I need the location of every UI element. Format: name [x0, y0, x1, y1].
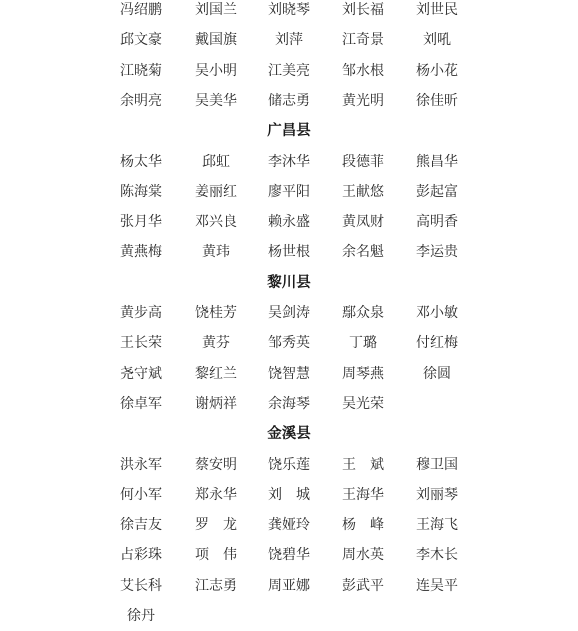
person-name: 周水英	[342, 547, 384, 564]
name-row	[0, 147, 578, 177]
person-name: 赖永盛	[268, 214, 310, 231]
person-name: 高明香	[416, 214, 458, 231]
person-name: 罗 龙	[195, 517, 237, 534]
person-name: 洪永军	[120, 456, 162, 473]
person-name: 付红梅	[416, 335, 458, 352]
person-name: 邱虹	[202, 153, 230, 170]
person-name: 徐卓军	[120, 395, 162, 412]
person-name: 黄凤财	[342, 214, 384, 231]
name-row	[0, 540, 578, 570]
name-row	[0, 359, 578, 389]
person-name: 熊昌华	[416, 153, 458, 170]
person-name: 邱文豪	[120, 32, 162, 49]
name-row	[0, 389, 578, 419]
person-name: 储志勇	[268, 92, 310, 109]
county-heading: 金溪县	[267, 425, 311, 443]
county-heading: 广昌县	[267, 122, 311, 140]
person-name: 占彩珠	[120, 547, 162, 564]
person-name: 邓兴良	[195, 214, 237, 231]
person-name: 徐丹	[127, 608, 155, 624]
name-row	[0, 0, 578, 25]
person-name: 黄玮	[202, 244, 230, 261]
person-name: 杨世根	[268, 244, 310, 261]
person-name: 丁璐	[349, 335, 377, 352]
person-name: 吴小明	[195, 62, 237, 79]
person-name: 王献悠	[342, 183, 384, 200]
person-name: 江晓菊	[120, 62, 162, 79]
person-name: 江奇景	[342, 32, 384, 49]
person-name: 何小军	[120, 486, 162, 503]
person-name: 彭起富	[416, 183, 458, 200]
person-name: 江美亮	[268, 62, 310, 79]
person-name: 邓小敏	[416, 305, 458, 321]
person-name: 江志勇	[195, 577, 237, 594]
person-name: 谢炳祥	[195, 395, 237, 412]
name-row	[0, 571, 578, 601]
person-name: 王海飞	[416, 517, 458, 534]
person-name: 黄步高	[120, 305, 162, 321]
person-name: 杨太华	[120, 153, 162, 170]
name-row	[0, 298, 578, 328]
person-name: 刘晓琴	[268, 2, 310, 18]
person-name: 李木长	[416, 547, 458, 564]
person-name: 杨小花	[416, 62, 458, 79]
person-name: 戴国旗	[195, 32, 237, 49]
person-name: 李运贵	[416, 244, 458, 261]
person-name: 黄芬	[202, 335, 230, 352]
name-row	[0, 25, 578, 55]
person-name: 黄燕梅	[120, 244, 162, 261]
person-name: 刘 城	[268, 486, 310, 503]
name-row	[0, 328, 578, 358]
person-name: 项 伟	[195, 547, 237, 564]
person-name: 陈海棠	[120, 183, 162, 200]
name-row	[0, 56, 578, 86]
person-name: 王 斌	[342, 456, 384, 473]
name-row	[0, 237, 578, 267]
person-name: 郑永华	[195, 486, 237, 503]
person-name: 饶桂芳	[195, 305, 237, 321]
person-name: 吴光荣	[342, 395, 384, 412]
person-name: 刘国兰	[195, 2, 237, 18]
person-name: 余海琴	[268, 395, 310, 412]
person-name: 邹秀英	[268, 335, 310, 352]
name-row	[0, 510, 578, 540]
person-name: 饶碧华	[268, 547, 310, 564]
name-row	[0, 86, 578, 116]
person-name: 徐佳昕	[416, 92, 458, 109]
person-name: 刘吼	[423, 32, 451, 49]
name-row	[0, 601, 578, 631]
person-name: 邹水根	[342, 62, 384, 79]
county-heading: 黎川县	[267, 273, 311, 291]
person-name: 尧守斌	[120, 365, 162, 382]
person-name: 王长荣	[120, 335, 162, 352]
name-row	[0, 480, 578, 510]
person-name: 周亚娜	[268, 577, 310, 594]
person-name: 张月华	[120, 214, 162, 231]
person-name: 徐吉友	[120, 517, 162, 534]
person-name: 李沐华	[268, 153, 310, 170]
person-name: 段德菲	[342, 153, 384, 170]
person-name: 杨 峰	[342, 517, 384, 534]
person-name: 鄢众泉	[342, 305, 384, 321]
person-name: 冯绍鹏	[120, 2, 162, 18]
person-name: 徐圆	[423, 365, 451, 382]
person-name: 龚娅玲	[268, 517, 310, 534]
person-name: 廖平阳	[268, 183, 310, 200]
person-name: 周琴燕	[342, 365, 384, 382]
person-name: 刘世民	[416, 2, 458, 18]
person-name: 刘长福	[342, 2, 384, 18]
person-name: 刘丽琴	[416, 486, 458, 503]
person-name: 吴美华	[195, 92, 237, 109]
person-name: 彭武平	[342, 577, 384, 594]
person-name: 刘萍	[275, 32, 303, 49]
person-name: 穆卫国	[416, 456, 458, 473]
person-name: 余明亮	[120, 92, 162, 109]
name-row	[0, 177, 578, 207]
name-row	[0, 450, 578, 480]
person-name: 饶乐莲	[268, 456, 310, 473]
person-name: 艾长科	[120, 577, 162, 594]
person-name: 王海华	[342, 486, 384, 503]
name-row	[0, 207, 578, 237]
person-name: 连吴平	[416, 577, 458, 594]
person-name: 黎红兰	[195, 365, 237, 382]
person-name: 余名魁	[342, 244, 384, 261]
person-name: 黄光明	[342, 92, 384, 109]
person-name: 姜丽红	[195, 183, 237, 200]
person-name: 饶智慧	[268, 365, 310, 382]
person-name: 吴剑涛	[268, 305, 310, 321]
person-name: 蔡安明	[195, 456, 237, 473]
